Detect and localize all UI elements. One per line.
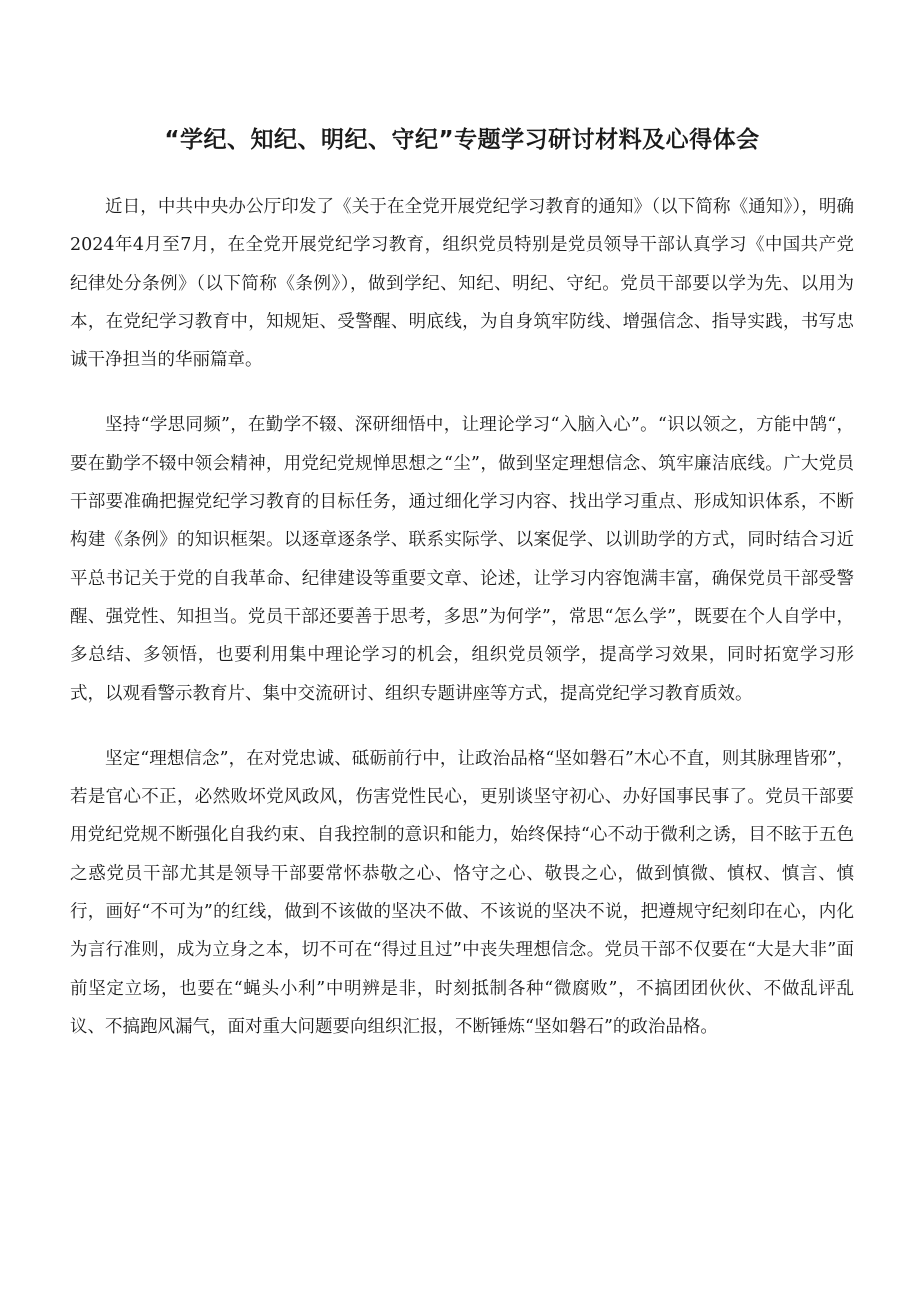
document-title: “学纪、知纪、明纪、守纪”专题学习研讨材料及心得体会	[164, 127, 760, 153]
paragraph-intro: 近日，中共中央办公厅印发了《关于在全党开展党纪学习教育的通知》（以下简称《通知》），明确2024年4月至7月，在全党开展党纪学习教育，组织党员特别是党员领导干部认真学习《中国共产党纪律处分条例》（以下简称《条例》），做到学纪、知纪、明纪、守纪。党员干部要以学为先、以用为本，在党纪学习教育中，知规矩、受警醒、明底线，为自身筑牢防线、增强信念、指导实践，书写忠诚干净担当的华丽篇章。	[70, 197, 854, 371]
paragraph-ideals-and-beliefs: 坚定“理想信念”，在对党忠诚、砥砺前行中，让政治品格“坚如磐石”木心不直，则其脉理皆邪”，若是官心不正，必然败坏党风政风，伤害党性民心，更别谈坚守初心、办好国事民事了。党员干部要用党纪党规不断强化自我约束、自我控制的意识和能力，始终保持“心不动于微利之诱，目不眩于五色之惑党员干部尤其是领导干部要常怀恭敬之心、恪守之心、敬畏之心，做到慎微、慎权、慎言、慎行，画好“不可为”的红线，做到不该做的坚决不做、不该说的坚决不说，把遵规守纪刻印在心，内化为言行准则，成为立身之本，切不可在“得过且过”中丧失理想信念。党员干部不仅要在“大是大非”面前坚定立场，也要在“蝇头小利”中明辨是非，时刻抵制各种“微腐败”，不搞团团伙伙、不做乱评乱议、不搞跑风漏气，面对重大问题要向组织汇报，不断锤炼“坚如磐石”的政治品格。	[70, 748, 854, 1037]
paragraph-study-and-thinking: 坚持“学思同频”，在勤学不辍、深研细悟中，让理论学习“入脑入心”。“识以领之，方能中鹄“，要在勤学不辍中领会精神，用党纪党规惮思想之“尘”，做到坚定理想信念、筑牢廉洁底线。广大党员干部要准确把握党纪学习教育的目标任务，通过细化学习内容、找出学习重点、形成知识体系，不断构建《条例》的知识框架。以逐章逐条学、联系实际学、以案促学、以训助学的方式，同时结合习近平总书记关于党的自我革命、纪律建设等重要文章、论述，让学习内容饱满丰富，确保党员干部受警醒、强党性、知担当。党员干部还要善于思考，多思”为何学”，常思“怎么学”，既要在个人自学中，多总结、多领悟，也要利用集中理论学习的机会，组织党员领学，提高学习效果，同时拓宽学习形式，以观看警示教育片、集中交流研讨、组织专题讲座等方式，提高党纪学习教育质效。	[70, 415, 854, 704]
